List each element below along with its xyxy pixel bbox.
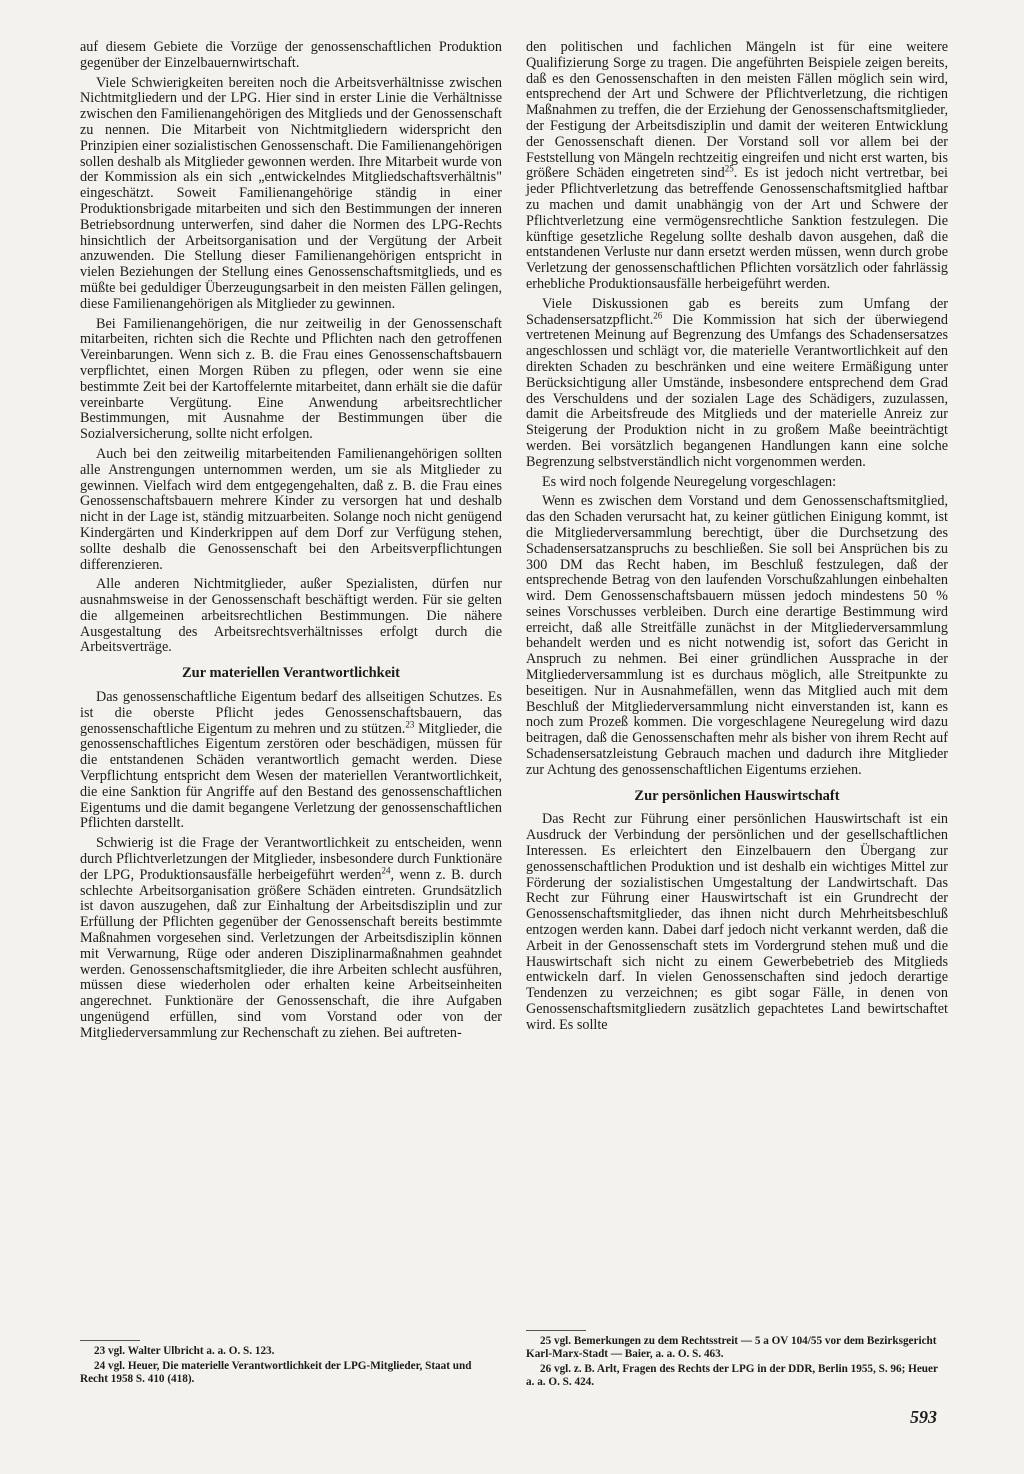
paragraph: Viele Diskussionen gab es bereits zum Umfang der Schadensersatzpflicht.$^{26}$ Die Kommission hat sich der überwiegend vertretenen Meinung auf Begrenzung des Umfangs des Schadensersatzes angeschlossen und schlägt vor, die materielle Verantwortlichkeit auf den direkten Schaden zu beschränken und eine weitere Ermäßigung unter Berücksichtigung aller Umstände, insbesondere entsprechend dem Grad des Verschuldens und der sozialen Lage des Schädigers, zuzulassen, damit die Arbeitsfreude des Mitglieds und der materielle Anreiz zur Steigerung der Produktion nicht in zu großem Maße beeinträchtigt werden. Bei vorsätzlich begangenen Handlungen kann eine solche Begrenzung selbstverständlich nicht vorgenommen werden. bbox=[526, 295, 948, 470]
paragraph: Das genossenschaftliche Eigentum bedarf des allseitigen Schutzes. Es ist die oberste Pflicht jedes Genossenschaftsbauern, das genossenschaftliche Eigentum zu mehren und zu stützen.$^{23}$ Mitglieder, die genossenschaftliches Eigentum zerstören oder beschädigen, müssen für die entstandenen Schäden verantwortlich gemacht werden. Diese Verpflichtung entspricht dem Wesen der materiellen Verantwortlichkeit, die eine Sanktion für Angriffe auf den Bestand des genossenschaftlichen Eigentums und die damit begangene Verletzung der genossenschaftlichen Pflichten darstellt. bbox=[80, 689, 502, 832]
paragraph: Auch bei den zeitweilig mitarbeitenden Familienangehörigen sollten alle Anstrengungen unternommen werden, um sie als Mitglieder zu gewinnen. Vielfach wird dem entgegengehalten, daß z. B. die Frau eines Genossenschaftsbauern mehrere Kinder zu versorgen hat und deshalb nicht in der Lage ist, ständig mitzuarbeiten. Solange noch nicht genügend Kindergärten und Kinderkrippen auf dem Dorf zur Verfügung stehen, sollte deshalb die Genossenschaft bei den Arbeitsverpflichtungen differenzieren. bbox=[80, 445, 502, 573]
left-column bbox=[80, 40, 502, 1046]
paragraph: Alle anderen Nichtmitglieder, außer Spezialisten, dürfen nur ausnahmsweise in der Genossenschaft beschäftigt werden. Für sie gelten die allgemeinen arbeitsrechtlichen Bestimmungen. Die nähere Ausgestaltung des Arbeitsrechtsverhältnisses erfolgt durch die Arbeitsverträge. bbox=[80, 576, 502, 656]
paragraph: auf diesem Gebiete die Vorzüge der genossenschaftlichen Produktion gegenüber der Einzelbauernwirtschaft. bbox=[80, 39, 502, 71]
paragraph: Viele Schwierigkeiten bereiten noch die Arbeitsverhältnisse zwischen Nichtmitgliedern und der LPG. Hier sind in erster Linie die Verhältnisse zwischen den Familienangehörigen des Mitglieds und der Genossenschaft zu nennen. Die Mitarbeit von Nichtmitgliedern widerspricht den Prinzipien einer sozialistischen Genossenschaft. Die Familienangehörigen sollen deshalb als Mitglieder gewonnen werden. Ihre Mitarbeit wurde von der Kommission als ein sich „entwickelndes Mitgliedschaftsverhältnis" eingeschätzt. Soweit Familienangehörige ständig in einer Produktionsbrigade mitarbeiten und sich den Bestimmungen der inneren Betriebsordnung unterwerfen, sind daher die Normen des LPG-Rechts hinsichtlich der Arbeitsorganisation und der Vergütung der Arbeit anzuwenden. Die Stellung dieser Familienangehörigen entspricht in vielen Beziehungen der Stellung eines Genossenschaftsmitglieds, und es müßte bei geduldiger Überzeugungsarbeit in den meisten Fällen gelingen, diese Familienangehörigen als Mitglieder zu gewinnen. bbox=[80, 74, 502, 312]
footnotes-right bbox=[526, 1322, 948, 1391]
footnote-ref: 24 bbox=[381, 865, 391, 876]
paragraph: den politischen und fachlichen Mängeln ist für eine weitere Qualifizierung Sorge zu tragen. Die angeführten Beispiele zeigen bereits, daß es den Genossenschaften in den meisten Fällen möglich sein wird, entsprechend der Art und Schwere der Pflichtverletzung, die richtigen Maßnahmen zu treffen, die der Erziehung der Genossenschaftsmitglieder, der Festigung der Arbeitsdisziplin und damit der weiteren Entwicklung der Genossenschaft dienen. Der Vorstand soll vor allem bei der Feststellung von Mängeln rechtzeitig eingreifen und nicht erst warten, bis größere Schäden eingetreten sind$^{25}$. Es ist jedoch nicht vertretbar, bei jeder Pflichtverletzung das betreffende Genossenschaftsmitglied haftbar zu machen und damit unabhängig von der Art und Schwere der Pflichtverletzung eine vermögensrechtliche Sanktion festzulegen. Die künftige gesetzliche Regelung sollte deshalb davon ausgehen, daß die entstandenen Verluste nur dann ersetzt werden müssen, wenn durch grobe Verletzung der genossenschaftlichen Pflichten vorsätzlich oder fahrlässig erhebliche Produktionsausfälle herbeigeführt werden. bbox=[526, 39, 948, 292]
paragraph: Schwierig ist die Frage der Verantwortlichkeit zu entscheiden, wenn durch Pflichtverletzungen der Mitglieder, insbesondere durch Funktionäre der LPG, Produktionsausfälle herbeigeführt werden$^{24}$, wenn z. B. durch schlechte Arbeitsorganisation größere Schäden eintreten. Grundsätzlich ist davon auszugehen, daß zur Einhaltung der Arbeitsdisziplin und zur Erfüllung der Pflichten gegenüber der Genossenschaft bereits bestimmte Maßnahmen vorgesehen sind. Verletzungen der Arbeitsdisziplin können mit Verwarnung, Rüge oder anderen Disziplinarmaßnahmen geahndet werden. Genossenschaftsmitglieder, die ihre Arbeiten schlecht ausführen, müssen diese wiederholen oder erhalten keine Arbeitseinheiten angerechnet. Funktionäre der Genossenschaft, die ihre Aufgaben ungenügend erfüllen, sind vom Vorstand oder von der Mitgliederversammlung zur Rechenschaft zu ziehen. Bei auftreten- bbox=[80, 835, 502, 1041]
footnote-ref: 25 bbox=[724, 163, 734, 174]
paragraph: Bei Familienangehörigen, die nur zeitweilig in der Genossenschaft mitarbeiten, richten sich die Rechte und Pflichten nach den getroffenen Vereinbarungen. Wenn sich z. B. die Frau eines Genossenschaftsbauern verpflichtet, einen Morgen Rüben zu pflegen, oder wenn sie eine bestimmte Zeit bei der Kartoffelernte mitarbeitet, dann erhält sie die dafür vereinbarte Vergütung. Eine Anwendung arbeitsrechtlicher Bestimmungen, mit Ausnahme der Bestimmungen über die Sozialversicherung, sollte nicht erfolgen. bbox=[80, 315, 502, 443]
footnote-ref: 26 bbox=[653, 309, 663, 320]
footnote: 23 vgl. Walter Ulbricht a. a. O. S. 123. bbox=[94, 1345, 275, 1357]
section-heading: Zur materiellen Verantwortlichkeit bbox=[181, 665, 400, 682]
page-number: 593 bbox=[910, 1407, 937, 1427]
footnote: 26 vgl. z. B. Arlt, Fragen des Rechts der LPG in der DDR, Berlin 1955, S. 96; Heuer a. a. O. S. 424. bbox=[526, 1363, 938, 1388]
paragraph: Es wird noch folgende Neuregelung vorgeschlagen: bbox=[542, 473, 837, 490]
paragraph: Das Recht zur Führung einer persönlichen Hauswirtschaft ist ein Ausdruck der Verbindung der persönlichen und der gesellschaftlichen Interessen. Es erleichtert den Einzelbauern den Übergang zur genossenschaftlichen Produktion und ist deshalb ein wichtiges Mittel zur Förderung der sozialistischen Umgestaltung der Landwirtschaft. Das Recht zur Führung einer Hauswirtschaft ist ein Grundrecht der Genossenschaftsmitglieder, das ihnen nicht durch Mehrheitsbeschluß entzogen werden kann. Dabei darf jedoch nicht verkannt werden, daß die Arbeit in der Genossenschaft stets im Vordergrund stehen muß und die Hauswirtschaft sich nicht zu einem Gewerbebetrieb des Mitglieds entwickeln darf. In vielen Genossenschaften sind jedoch derartige Tendenzen zu verzeichnen; es gibt sogar Fälle, in denen von Genossenschaftsmitgliedern zusätzlich gepachtetes Land bewirtschaftet wird. Es sollte bbox=[526, 811, 948, 1033]
footnotes-left bbox=[80, 1332, 502, 1388]
paragraph: Wenn es zwischen dem Vorstand und dem Genossenschaftsmitglied, das den Schaden verursacht hat, zu keiner gütlichen Einigung kommt, ist die Mitgliederversammlung berechtigt, über die Durchsetzung des Schadensersatzanspruchs zu beschließen. Sie soll bei Ansprüchen bis zu 300 DM das Recht haben, im Beschluß festzulegen, daß der entsprechende Betrag von den laufenden Vorschußzahlungen einbehalten wird. Dem Genossenschaftsbauern müssen jedoch mindestens 50 % seines Vorschusses verbleiben. Durch eine derartige Bestimmung wird erreicht, daß alle Streitfälle zunächst in der Mitgliederversammlung behandelt werden und es nicht notwendig ist, sofort das Gericht in Anspruch zu nehmen. Bei einer gründlichen Aussprache in der Mitgliederversammlung ist es durchaus möglich, alle Streitpunkte zu beseitigen. Nur in Ausnahmefällen, wenn das Mitglied auch mit dem Beschluß der Mitgliederversammlung nicht einverstanden ist, kann es noch zum Prozeß kommen. Die vorgeschlagene Neuregelung wird dazu beitragen, daß die Genossenschaften mehr als bisher von ihrem Recht auf Schadensersatzleistung Gebrauch machen und dadurch ihre Mitglieder zur Achtung des genossenschaftlichen Eigentums erziehen. bbox=[526, 493, 948, 778]
section-heading: Zur persönlichen Hauswirtschaft bbox=[634, 787, 840, 804]
footnote-ref: 23 bbox=[405, 718, 415, 729]
right-column bbox=[526, 40, 948, 1038]
footnote-divider bbox=[80, 1340, 140, 1341]
footnote-divider bbox=[526, 1330, 586, 1331]
footnote: 24 vgl. Heuer, Die materielle Verantwortlichkeit der LPG-Mitglieder, Staat und Recht 1958 S. 410 (418). bbox=[80, 1360, 472, 1385]
footnote: 25 vgl. Bemerkungen zu dem Rechtsstreit — 5 a OV 104/55 vor dem Bezirksgericht Karl-Marx-Stadt — Baier, a. a. O. S. 463. bbox=[526, 1335, 937, 1360]
